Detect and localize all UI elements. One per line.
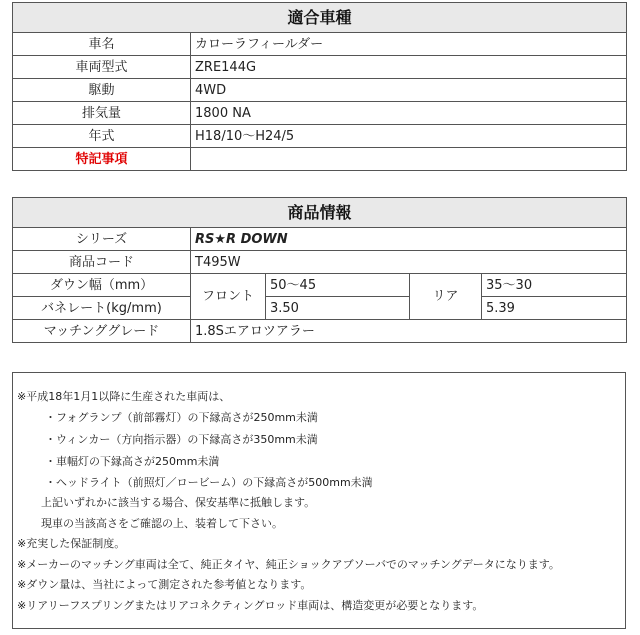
note-line: ・ヘッドライト（前照灯／ロービーム）の下縁高さが500mm未満 — [45, 476, 373, 489]
rear-label: リア — [410, 274, 482, 320]
fitment-label-special-notes: 特記事項 — [13, 148, 191, 171]
note-line: ・フォグランプ（前部霧灯）の下縁高さが250mm未満 — [45, 411, 318, 424]
matching-grade-value: 1.8Sエアロツアラー — [191, 320, 627, 343]
fitment-label-car-name: 車名 — [13, 33, 191, 56]
spring-rate-label: バネレート(kg/mm) — [13, 297, 191, 320]
note-line: ※メーカーのマッチング車両は全て、純正タイヤ、純正ショックアブソーバでのマッチングデータになります。 — [17, 558, 560, 571]
note-line: ※充実した保証制度。 — [17, 537, 126, 550]
fitment-value-drive: 4WD — [191, 79, 627, 102]
fitment-row — [13, 102, 627, 125]
product-code-value: T495W — [191, 251, 627, 274]
product-code-label: 商品コード — [13, 251, 191, 274]
fitment-table — [12, 2, 627, 171]
fitment-value-displacement: 1800 NA — [191, 102, 627, 125]
fitment-value-model-code: ZRE144G — [191, 56, 627, 79]
fitment-title: 適合車種 — [13, 3, 627, 33]
note-line: ※平成18年1月1以降に生産された車両は、 — [17, 390, 231, 403]
front-label: フロント — [191, 274, 266, 320]
fitment-label-year: 年式 — [13, 125, 191, 148]
down-width-label: ダウン幅（mm） — [13, 274, 191, 297]
product-row — [13, 297, 627, 320]
fitment-row — [13, 125, 627, 148]
fitment-row — [13, 33, 627, 56]
product-table — [12, 197, 627, 343]
down-rear-value: 35〜30 — [482, 274, 627, 297]
product-row — [13, 228, 627, 251]
note-line: 現車の当該高さをご確認の上、装着して下さい。 — [41, 517, 283, 530]
down-front-value: 50〜45 — [266, 274, 410, 297]
fitment-label-drive: 駆動 — [13, 79, 191, 102]
fitment-row — [13, 148, 627, 171]
fitment-label-displacement: 排気量 — [13, 102, 191, 125]
fitment-label-model-code: 車両型式 — [13, 56, 191, 79]
note-line: 上記いずれかに該当する場合、保安基準に抵触します。 — [41, 496, 316, 509]
product-row — [13, 251, 627, 274]
product-row — [13, 320, 627, 343]
notes-box — [12, 372, 626, 629]
note-line: ※ダウン量は、当社によって測定された参考値となります。 — [17, 578, 312, 591]
fitment-value-car-name: カローラフィールダー — [191, 33, 627, 56]
series-label: シリーズ — [13, 228, 191, 251]
fitment-value-year: H18/10〜H24/5 — [191, 125, 627, 148]
fitment-value-special-notes — [191, 148, 627, 171]
rate-front-value: 3.50 — [266, 297, 410, 320]
product-title: 商品情報 — [13, 198, 627, 228]
series-value: RS★R DOWN — [191, 228, 627, 251]
note-line: ・ウィンカー（方向指示器）の下縁高さが350mm未満 — [45, 433, 318, 446]
fitment-row — [13, 79, 627, 102]
rate-rear-value: 5.39 — [482, 297, 627, 320]
fitment-row — [13, 56, 627, 79]
note-line: ※リアリーフスプリングまたはリアコネクティングロッド車両は、構造変更が必要となります。 — [17, 599, 484, 612]
matching-grade-label: マッチンググレード — [13, 320, 191, 343]
product-row — [13, 274, 627, 297]
note-line: ・車幅灯の下縁高さが250mm未満 — [45, 455, 220, 468]
